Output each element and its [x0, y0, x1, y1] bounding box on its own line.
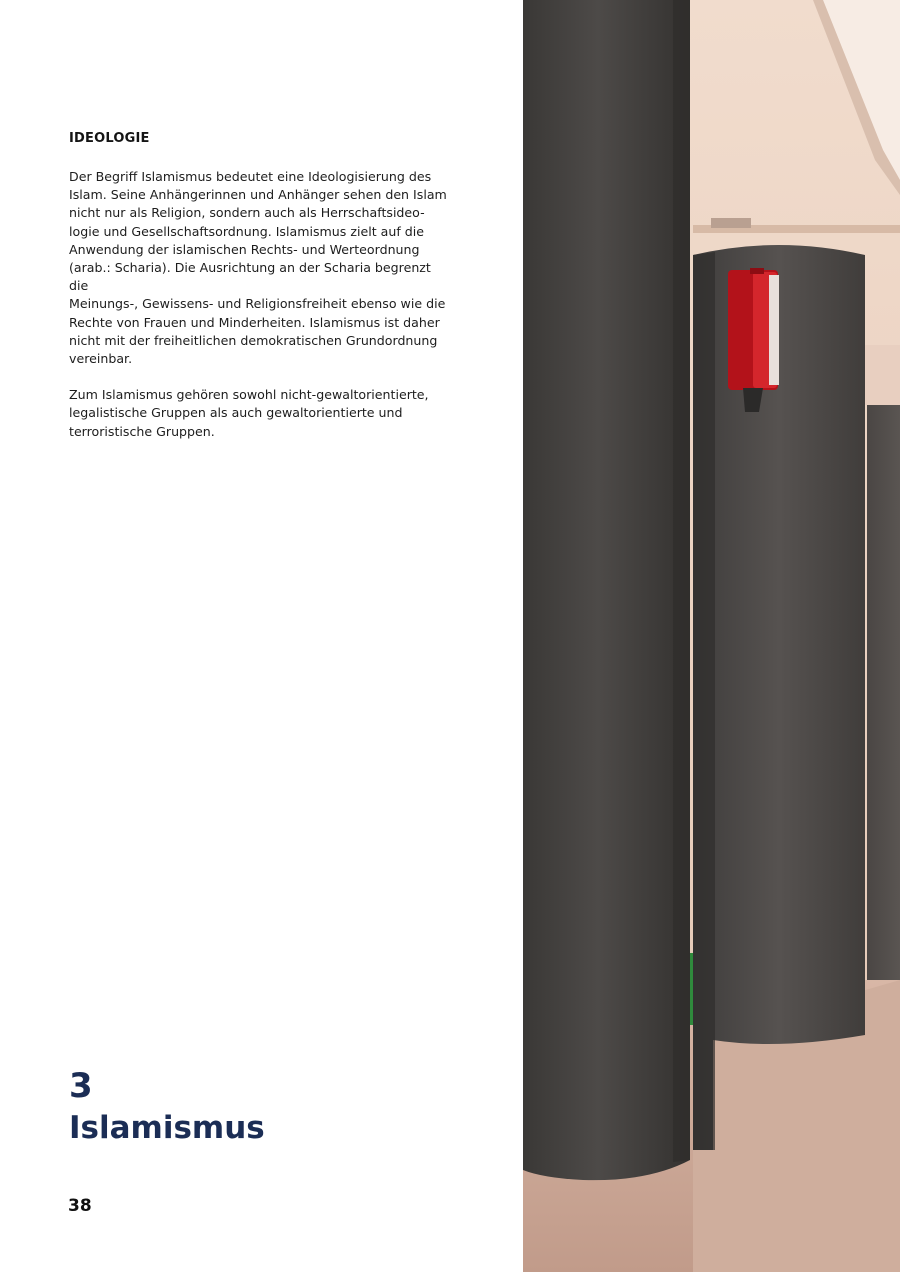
- pillars-photo-illustration: [523, 0, 900, 1272]
- paragraph-2: Zum Islamismus gehören sowohl nicht-gewaltorientierte, legalistische Gruppen als auch gewaltorientierte und terroristische Gruppen.: [69, 387, 429, 439]
- chapter-title: Islamismus: [69, 1110, 265, 1146]
- chapter-number: 3: [69, 1066, 93, 1106]
- section-heading: IDEOLOGIE: [69, 131, 150, 146]
- page-number: 38: [68, 1196, 92, 1216]
- paragraph-1: Der Begriff Islamismus bedeutet eine Ideologisierung des Islam. Seine Anhängerinnen und Anhänger sehen den Islam nicht nur als Religion, sondern auch als Herrschaftsideo- logie und Gesellschaftsordnung. Islamismus zielt auf die Anwendung der islamischen Rechts- und Werteordnung (arab.: Scharia). Die Ausrichtung an der Scharia begrenzt die Meinungs-, Gewissens- und Religionsfreiheit ebenso wie die Rechte von Frauen und Minderheiten. Islamismus ist daher nicht mit der freiheitlichen demokratischen Grundordnung vereinbar.: [69, 169, 447, 367]
- pillars-photo: [523, 0, 900, 1272]
- body-text: [69, 168, 449, 459]
